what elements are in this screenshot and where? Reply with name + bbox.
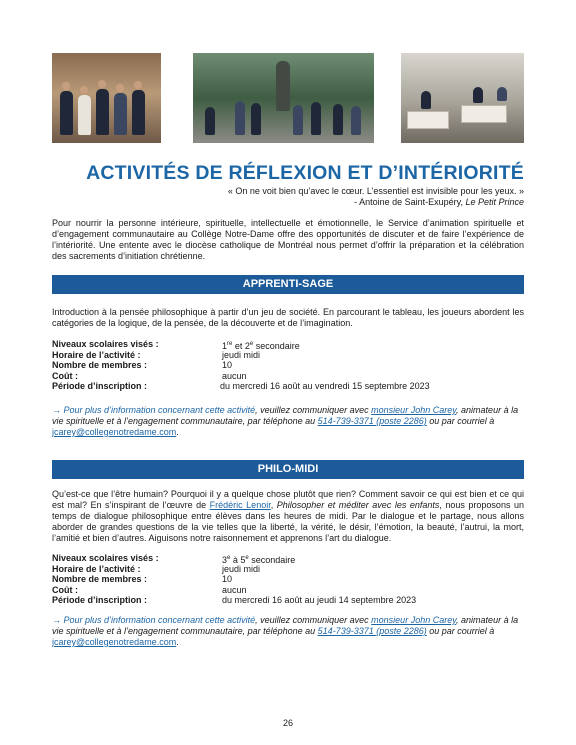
- value-cout: aucun: [222, 370, 247, 381]
- label-cout: Coût :: [52, 584, 78, 595]
- label-membres: Nombre de membres :: [52, 574, 148, 585]
- page-number: 26: [282, 718, 293, 728]
- section-details: [52, 553, 524, 606]
- contact-info: → Pour plus d’information concernant cette activité, veuillez communiquer avec monsieur John Carey, animateur à la vie spirituelle et à l’engagement communautaire, par téléphone au 514-739-3371 (poste 2286) ou par courriel à jcarey@collegenotredame.com.: [52, 405, 519, 437]
- author-link: Frédéric Lenoir: [209, 500, 271, 510]
- contact-email-link[interactable]: jcarey@collegenotredame.com: [52, 427, 177, 437]
- section-description: Introduction à la pensée philosophique à partir d’un jeu de société. En parcourant le tableau, les joueurs abordent les catégories de la logique, de la pensée, de la découverte et de l’imagination.: [52, 307, 524, 328]
- section-banner-apprenti-sage: APPRENTI-SAGE: [52, 275, 524, 294]
- value-horaire: jeudi midi: [222, 349, 261, 360]
- epigraph: [228, 186, 524, 208]
- contact-email-link[interactable]: jcarey@collegenotredame.com: [52, 637, 177, 647]
- section-details: [52, 339, 524, 392]
- label-periode: Période d’inscription :: [52, 595, 148, 606]
- label-niveaux: Niveaux scolaires visés :: [52, 553, 159, 563]
- value-membres: 10: [222, 574, 233, 585]
- value-periode: du mercredi 16 août au jeudi 14 septembre 2023: [222, 595, 417, 606]
- value-niveaux: 3e à 5e secondaire: [222, 555, 296, 565]
- contact-phone: 514-739-3371 (poste 2286): [317, 626, 427, 636]
- contact-phone: 514-739-3371 (poste 2286): [317, 416, 427, 426]
- epigraph-quote: « On ne voit bien qu’avec le cœur. L’essentiel est invisible pour les yeux. »: [227, 186, 524, 196]
- label-cout: Coût :: [52, 370, 78, 381]
- value-periode: du mercredi 16 août au vendredi 15 septembre 2023: [220, 381, 430, 392]
- contact-info: → Pour plus d’information concernant cette activité, veuillez communiquer avec monsieur John Carey, animateur à la vie spirituelle et à l’engagement communautaire, par téléphone au 514-739-3371 (poste 2286) ou par courriel à jcarey@collegenotredame.com.: [52, 615, 519, 647]
- value-horaire: jeudi midi: [222, 563, 261, 574]
- photo-strip: [52, 53, 524, 143]
- label-horaire: Horaire de l’activité :: [52, 563, 141, 574]
- photo-classroom: [401, 53, 524, 143]
- section-description: Qu’est-ce que l’être humain? Pourquoi il y a quelque chose plutôt que rien? Comment savoir ce qui est bien et ce qui est mal? En s’inspirant de l’œuvre de Frédéric Lenoir, Philosopher et méditer avec les enfants, nous proposons un temps de dialogue philosophique entre élèves dans les heures de midi. Par le dialogue et le partage, nous allons aborder de grandes questions de la vie telles que la liberté, la vérité, le désir, l’émotion, la beauté, l’autrui, la mort, l’amitié et bien d’autres. Aiguisons notre raisonnement et apprenons l’art du dialogue.: [52, 489, 524, 543]
- contact-name: monsieur John Carey: [371, 615, 457, 625]
- contact-name: monsieur John Carey: [371, 405, 457, 415]
- section-banner-philo-midi: PHILO-MIDI: [52, 460, 524, 479]
- label-membres: Nombre de membres :: [52, 360, 148, 371]
- label-horaire: Horaire de l’activité :: [52, 349, 141, 360]
- epigraph-author: - Antoine de Saint-Exupéry, Le Petit Prince: [354, 197, 524, 207]
- label-periode: Période d’inscription :: [52, 381, 148, 392]
- value-cout: aucun: [222, 584, 247, 595]
- label-niveaux: Niveaux scolaires visés :: [52, 339, 159, 349]
- value-niveaux: 1re et 2e secondaire: [222, 341, 300, 351]
- intro-paragraph: Pour nourrir la personne intérieure, spirituelle, intellectuelle et émotionnelle, le Service d’animation spirituelle et d’engagement communautaire au Collège Notre-Dame offre des opportunités de discuter et de faire l’expérience de l’intériorité. Une entente avec le diocèse catholique de Montréal nous permet d’offrir la préparation et la célébration des sacrements d’initiation chrétienne.: [52, 218, 524, 261]
- value-membres: 10: [222, 360, 233, 371]
- page-title: ACTIVITÉS DE RÉFLEXION ET D’INTÉRIORITÉ: [86, 162, 524, 184]
- photo-students-statue: [193, 53, 374, 143]
- photo-students-group: [52, 53, 161, 143]
